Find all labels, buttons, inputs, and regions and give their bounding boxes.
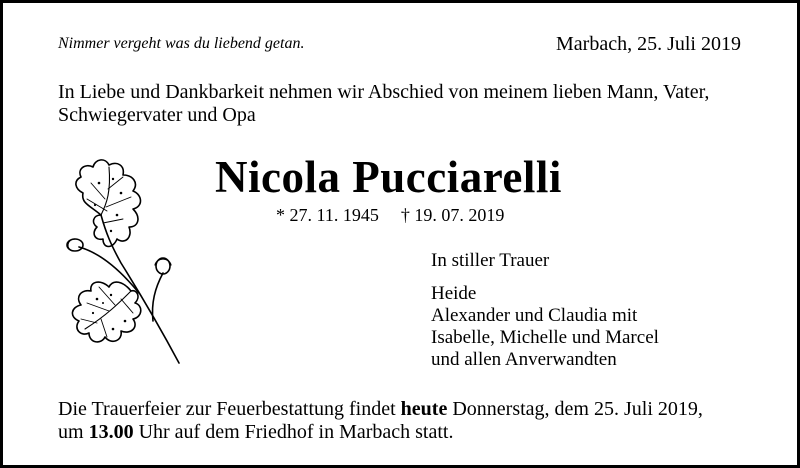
ceremony-line-1 [58, 398, 703, 421]
intro-line-1: In Liebe und Dankbarkeit nehmen wir Abschied von meinem lieben Mann, Vater, [58, 81, 710, 103]
ceremony-text: Die Trauerfeier zur Feuerbestattung findet [58, 398, 401, 420]
place-date: Marbach, 25. Juli 2019 [556, 33, 741, 55]
oak-leaf-illustration [51, 153, 191, 373]
mourner-line: Alexander und Claudia mit [431, 305, 638, 326]
mourner-line: Isabelle, Michelle und Marcel [431, 327, 659, 348]
mourner-line: Heide [431, 283, 477, 304]
ceremony-time-emphasis: 13.00 [88, 421, 134, 443]
death-date: † 19. 07. 2019 [400, 205, 505, 225]
birth-date: * 27. 11. 1945 [276, 205, 379, 225]
ceremony-text: Uhr auf dem Friedhof in Marbach statt. [133, 421, 454, 443]
ceremony-line-2 [58, 421, 453, 444]
deceased-name: Nicola Pucciarelli [215, 152, 562, 202]
mourner-line: und allen Anverwandten [431, 349, 617, 370]
life-dates [276, 205, 504, 226]
ceremony-text: Donnerstag, dem 25. Juli 2019, [447, 398, 703, 420]
ceremony-day-emphasis: heute [400, 398, 448, 420]
ceremony-text: um [58, 421, 89, 443]
mourning-header: In stiller Trauer [431, 250, 550, 271]
intro-line-2: Schwiegervater und Opa [58, 104, 256, 126]
memorial-quote: Nimmer vergeht was du liebend getan. [58, 35, 305, 52]
